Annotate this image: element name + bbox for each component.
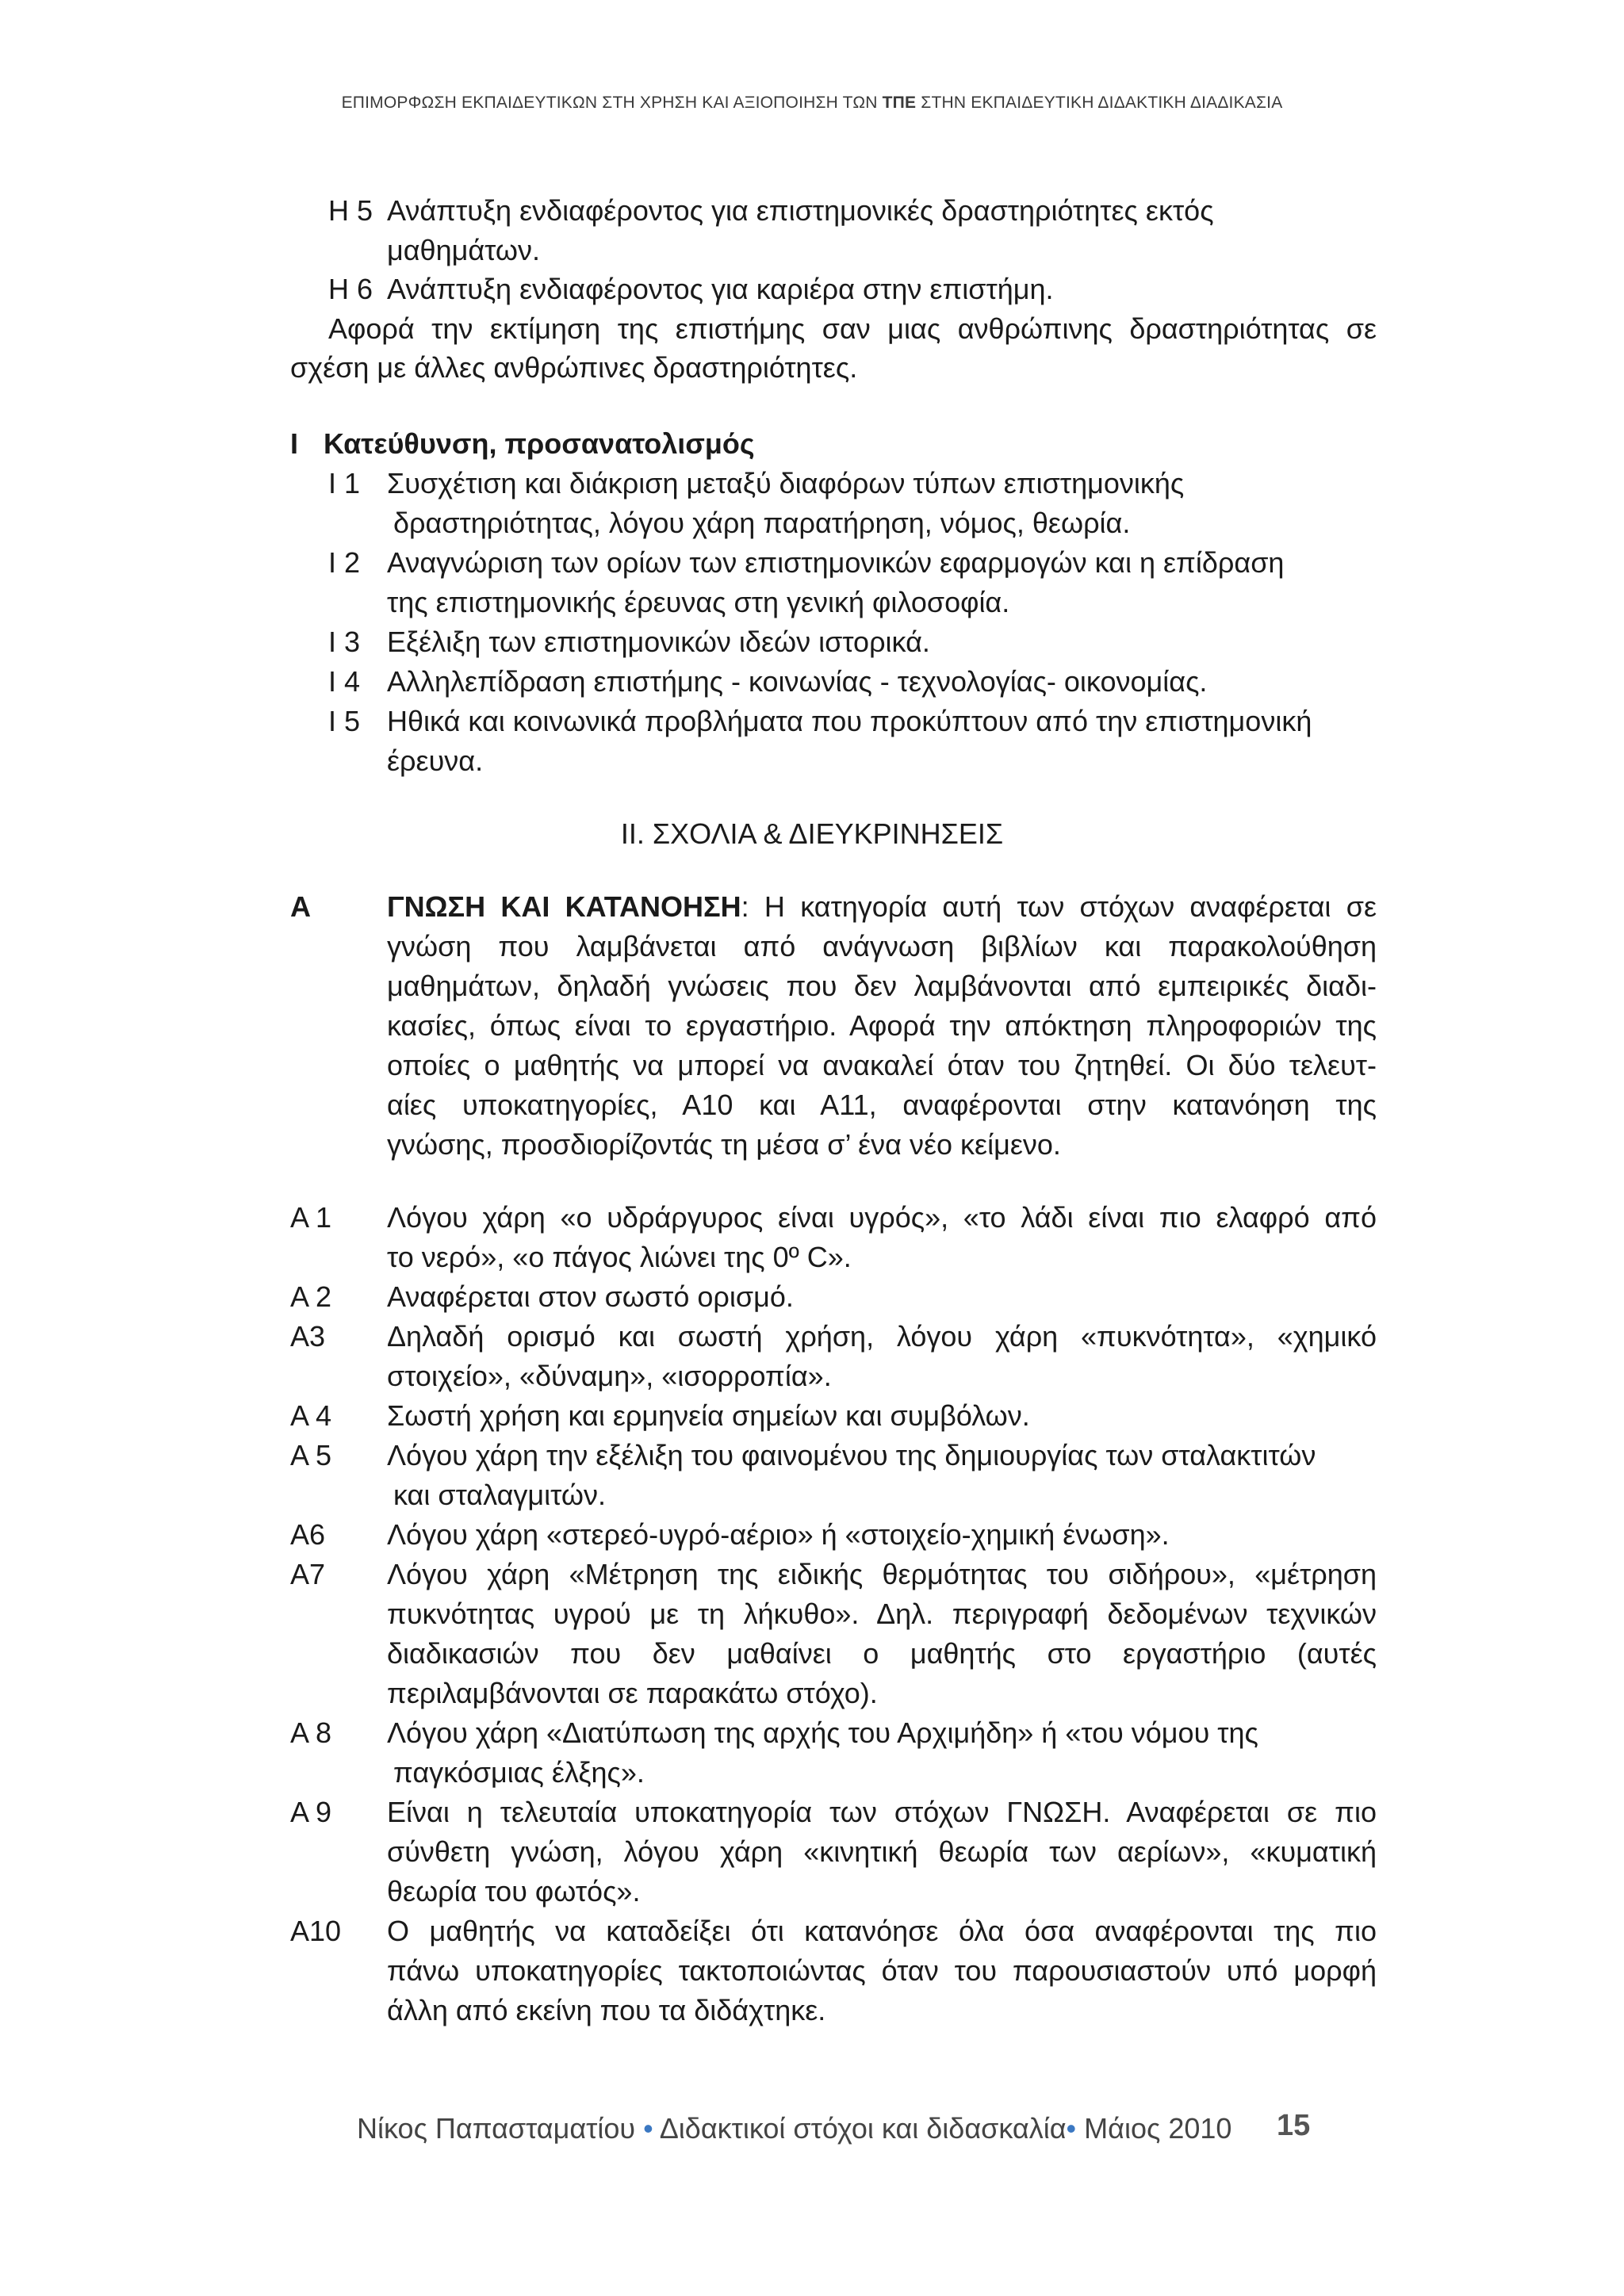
item-text: το νερό», «ο πάγος λιώνει της 0º C». (387, 1241, 852, 1273)
item-text: πυκνότητας υγρού με τη λήκυθο». Δηλ. περιγραφή δεδομένων τεχνικών (387, 1598, 1377, 1630)
bullet-icon: • (1066, 2112, 1077, 2145)
item-text: Ο μαθητής να καταδείξει ότι κατανόησε όλα όσα αναφέρονται της πιο (387, 1915, 1377, 1947)
item-text: διαδικασιών που δεν μαθαίνει ο μαθητής στο εργαστήριο (αυτές (387, 1637, 1377, 1670)
section-code: Ι (290, 427, 299, 460)
page-number: 15 (1277, 2109, 1311, 2142)
section-text: γνώση που λαμβάνεται από ανάγνωση βιβλίων και παρακολούθηση (387, 930, 1377, 962)
section-text: κασίες, όπως είναι το εργαστήριο. Αφορά την απόκτηση πληροφοριών της (387, 1009, 1377, 1042)
item-text: παγκόσμιας έλξης». (393, 1756, 645, 1789)
item-code: Α3 (290, 1320, 326, 1353)
item-text: Λόγου χάρη «ο υδράργυρος είναι υγρός», «το λάδι είναι πιο ελαφρό από (387, 1201, 1377, 1234)
item-text: στοιχείο», «δύναμη», «ισορροπία». (387, 1360, 832, 1392)
item-code: Α 9 (290, 1796, 332, 1828)
item-text: έρευνα. (387, 744, 484, 777)
item-text: Σωστή χρήση και ερμηνεία σημείων και συμβόλων. (387, 1399, 1030, 1432)
header-bold: ΤΠΕ (882, 94, 917, 112)
item-code: Η 6 (328, 273, 373, 305)
section-title: Κατεύθυνση, προσανατολισμός (324, 427, 755, 460)
item-text: Λόγου χάρη «Διατύπωση της αρχής του Αρχιμήδη» ή «του νόμου της (387, 1716, 1258, 1749)
footer-title: Διδακτικοί στόχοι και διδασκαλία (653, 2112, 1067, 2145)
section-a-first-line (387, 888, 1377, 926)
item-code: Α 1 (290, 1201, 332, 1234)
section-text: οποίες ο μαθητής να μπορεί να ανακαλεί όταν του ζητηθεί. Οι δύο τελευτ- (387, 1049, 1377, 1081)
body-paragraph: σχέση με άλλες ανθρώπινες δραστηριότητες. (290, 351, 858, 384)
item-text: περιλαμβάνονται σε παρακάτω στόχο). (387, 1677, 878, 1709)
header-text: ΕΠΙΜΟΡΦΩΣΗ ΕΚΠΑΙΔΕΥΤΙΚΩΝ ΣΤΗ ΧΡΗΣΗ ΚΑΙ ΑΞΙΟΠΟΙΗΣΗ ΤΩΝ (341, 94, 883, 112)
running-header (0, 94, 1624, 113)
body-paragraph: Αφορά την εκτίμηση της επιστήμης σαν μιας ανθρώπινης δραστηριότητας σε (328, 312, 1377, 345)
item-code: Η 5 (328, 194, 373, 227)
item-text: θεωρία του φωτός». (387, 1875, 641, 1908)
item-text: Ηθικά και κοινωνικά προβλήματα που προκύπτουν από την επιστημονική (387, 705, 1312, 737)
item-code: Ι 3 (328, 626, 361, 658)
section-title: ΓΝΩΣΗ ΚΑΙ ΚΑΤΑΝΟΗΣΗ (387, 890, 741, 923)
item-text: Αναγνώριση των ορίων των επιστημονικών εφαρμογών και η επίδραση (387, 546, 1285, 579)
item-text: σύνθετη γνώση, λόγου χάρη «κινητική θεωρία των αερίων», «κυματική (387, 1835, 1377, 1868)
section-code: Α (290, 890, 311, 923)
item-text: Ανάπτυξη ενδιαφέροντος για καριέρα στην επιστήμη. (387, 273, 1054, 305)
item-code: Α6 (290, 1518, 326, 1551)
item-text: Ανάπτυξη ενδιαφέροντος για επιστημονικές δραστηριότητες εκτός (387, 194, 1214, 227)
item-text: πάνω υποκατηγορίες τακτοποιώντας όταν του παρουσιαστούν υπό μορφή (387, 1954, 1377, 1987)
item-code: Α 5 (290, 1439, 332, 1471)
item-code: Ι 2 (328, 546, 361, 579)
item-text: της επιστημονικής έρευνας στη γενική φιλοσοφία. (387, 586, 1010, 618)
footer-date: Μάιος 2010 (1076, 2112, 1232, 2145)
item-text: Εξέλιξη των επιστημονικών ιδεών ιστορικά. (387, 626, 930, 658)
item-code: Ι 4 (328, 665, 361, 698)
item-code: Α 2 (290, 1280, 332, 1313)
item-code: Ι 5 (328, 705, 361, 737)
item-text: μαθημάτων. (387, 234, 540, 266)
section-text: : Η κατηγορία αυτή των στόχων αναφέρεται σε (741, 890, 1377, 923)
item-code: Α 8 (290, 1716, 332, 1749)
item-text: Συσχέτιση και διάκριση μεταξύ διαφόρων τύπων επιστημονικής (387, 467, 1185, 499)
footer-author: Νίκος Παπασταματίου (357, 2112, 644, 2145)
item-text: άλλη από εκείνη που τα διδάχτηκε. (387, 1994, 826, 2026)
item-code: Α10 (290, 1915, 342, 1947)
bullet-icon: • (643, 2112, 653, 2145)
item-code: Α7 (290, 1558, 326, 1590)
item-text: Αναφέρεται στον σωστό ορισμό. (387, 1280, 794, 1313)
section-text: γνώσης, προσδιορίζοντάς τη μέσα σ’ ένα νέο κείμενο. (387, 1128, 1061, 1161)
item-text: Λόγου χάρη «Μέτρηση της ειδικής θερμότητας του σιδήρου», «μέτρηση (387, 1558, 1377, 1590)
item-code: Ι 1 (328, 467, 361, 499)
item-text: Είναι η τελευταία υποκατηγορία των στόχων ΓΝΩΣΗ. Αναφέρεται σε πιο (387, 1796, 1377, 1828)
item-text: και σταλαγμιτών. (393, 1479, 606, 1511)
footer-text (357, 2112, 1231, 2145)
comments-heading: ΙΙ. ΣΧΟΛΙΑ & ΔΙΕΥΚΡΙΝΗΣΕΙΣ (620, 817, 1004, 850)
item-text: Αλληλεπίδραση επιστήμης - κοινωνίας - τεχνολογίας- οικονομίας. (387, 665, 1208, 698)
item-text: Δηλαδή ορισμό και σωστή χρήση, λόγου χάρη «πυκνότητα», «χημικό (387, 1320, 1377, 1353)
header-text-end: ΣΤΗΝ ΕΚΠΑΙΔΕΥΤΙΚΗ ΔΙΔΑΚΤΙΚΗ ΔΙΑΔΙΚΑΣΙΑ (916, 94, 1283, 112)
section-text: αίες υποκατηγορίες, Α10 και Α11, αναφέρονται στην κατανόηση της (387, 1089, 1377, 1121)
item-text: Λόγου χάρη «στερεό-υγρό-αέριο» ή «στοιχείο-χημική ένωση». (387, 1518, 1170, 1551)
item-text: Λόγου χάρη την εξέλιξη του φαινομένου της δημιουργίας των σταλακτιτών (387, 1439, 1316, 1471)
section-text: μαθημάτων, δηλαδή γνώσεις που δεν λαμβάνονται από εμπειρικές διαδι- (387, 970, 1377, 1002)
item-code: Α 4 (290, 1399, 332, 1432)
item-text: δραστηριότητας, λόγου χάρη παρατήρηση, νόμος, θεωρία. (393, 507, 1131, 539)
